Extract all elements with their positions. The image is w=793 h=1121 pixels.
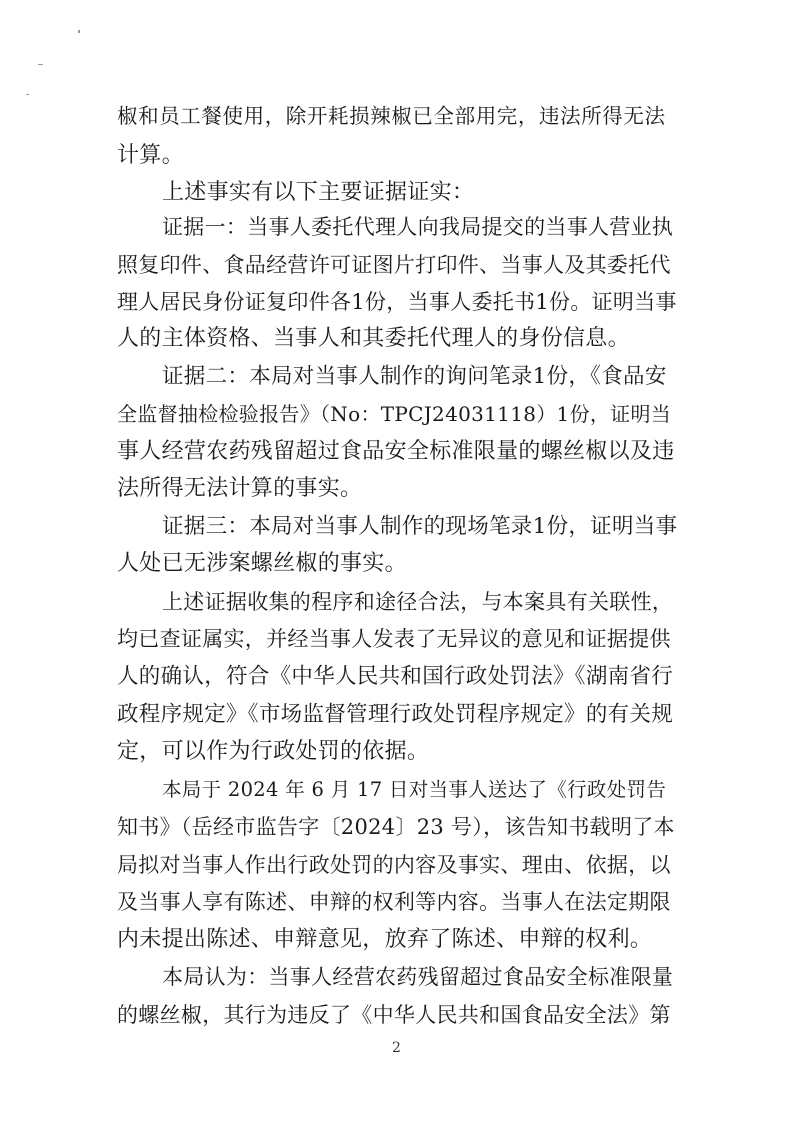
scan-mark [38, 64, 43, 65]
paragraph-line: 证据三：本局对当事人制作的现场笔录1份，证明当事 [162, 514, 678, 539]
paragraph-line: 及当事人享有陈述、申辩的权利等内容。当事人在法定期限 [117, 890, 671, 914]
scan-mark [26, 94, 29, 95]
paragraph-line: 内未提出陈述、申辩意见，放弃了陈述、申辩的权利。 [117, 927, 653, 952]
paragraph-line: 人的确认，符合《中华人民共和国行政处罚法》《湖南省行 [117, 664, 674, 689]
paragraph-line: 法所得无法计算的事实。 [117, 476, 363, 501]
paragraph-line: 计算。 [117, 143, 184, 168]
paragraph-line: 定，可以作为行政处罚的依据。 [117, 739, 430, 764]
paragraph-line: 政程序规定》《市场监督管理行政处罚程序规定》的有关规 [117, 702, 674, 727]
paragraph-line: 局拟对当事人作出行政处罚的内容及事实、理由、依据，以 [117, 853, 671, 877]
page-number: 2 [392, 1040, 401, 1056]
paragraph-line: 照复印件、食品经营许可证图片打印件、当事人及其委托代 [117, 253, 671, 277]
paragraph-line: 的螺丝椒，其行为违反了《中华人民共和国食品安全法》第 [117, 1003, 671, 1027]
paragraph-line: 人的主体资格、当事人和其委托代理人的身份信息。 [117, 326, 630, 351]
paragraph-line: 本局认为：当事人经营农药残留超过食品安全标准限量 [162, 965, 674, 989]
paragraph-line: 上述证据收集的程序和途径合法，与本案具有关联性， [162, 590, 674, 614]
paragraph-line: 知书》（岳经市监告字〔2024〕23 号），该告知书载明了本 [117, 815, 675, 839]
scan-mark [78, 30, 80, 33]
paragraph-line: 证据一：当事人委托代理人向我局提交的当事人营业执 [162, 215, 674, 239]
paragraph-line: 事人经营农药残留超过食品安全标准限量的螺丝椒以及违 [117, 439, 675, 464]
paragraph-line: 全监督抽检检验报告》（No：TPCJ24031118）1份，证明当 [117, 402, 672, 426]
paragraph-line: 椒和员工餐使用，除开耗损辣椒已全部用完，违法所得无法 [117, 104, 666, 128]
paragraph-line: 人处已无涉案螺丝椒的事实。 [117, 551, 407, 576]
paragraph-line: 上述事实有以下主要证据证实： [162, 180, 475, 205]
paragraph-line: 理人居民身份证复印件各1份，当事人委托书1份。证明当事 [117, 290, 677, 314]
paragraph-line: 证据二：本局对当事人制作的询问笔录1份，《食品安 [162, 364, 667, 389]
paragraph-line: 本局于 2024 年 6 月 17 日对当事人送达了《行政处罚告 [162, 778, 667, 801]
paragraph-line: 均已查证属实，并经当事人发表了无异议的意见和证据提供 [117, 627, 671, 651]
